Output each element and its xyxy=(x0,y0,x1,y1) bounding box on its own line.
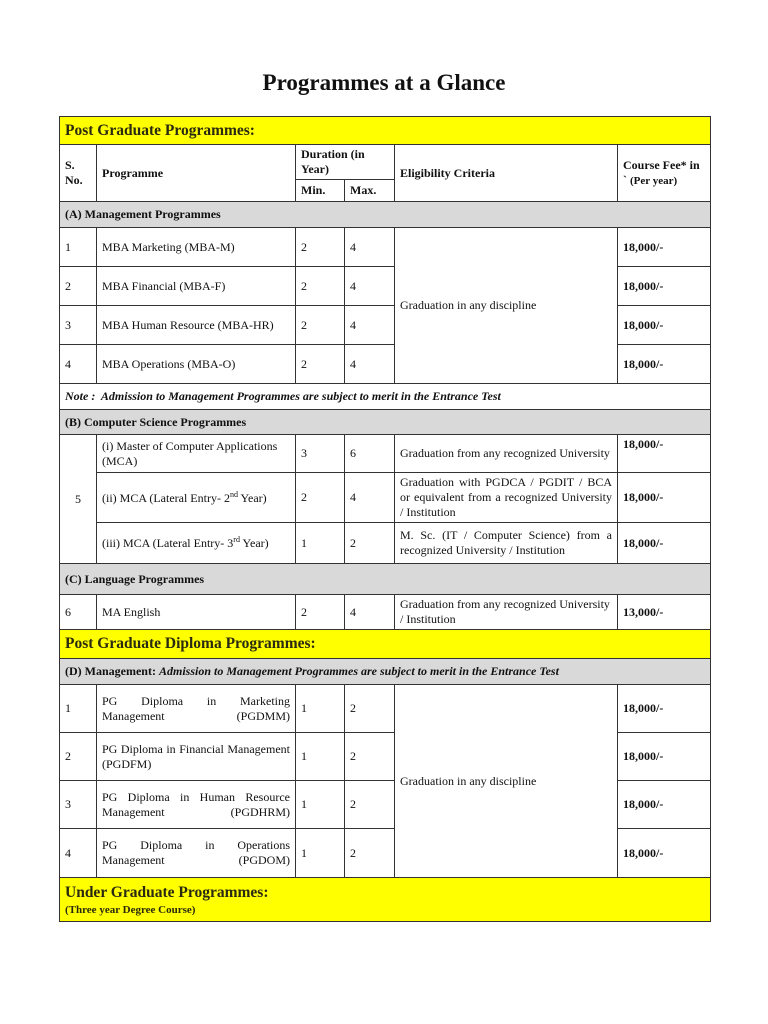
cell-eligibility: Graduation from any recognized University / Institution xyxy=(395,595,618,630)
cell-eligibility: Graduation with PGDCA / PGDIT / BCA or equivalent from a recognized University / Institution xyxy=(395,473,618,523)
cell-eligibility-pgd: Graduation in any discipline xyxy=(395,685,618,878)
cell-min: 2 xyxy=(296,345,345,384)
mgmt-heading: (A) Management Programmes xyxy=(60,202,711,228)
cell-min: 2 xyxy=(296,306,345,345)
pgd-mgmt-label: (D) Management: xyxy=(65,664,156,678)
mgmt-note-row xyxy=(60,384,711,410)
cell-min: 2 xyxy=(296,228,345,267)
header-eligibility: Eligibility Criteria xyxy=(395,145,618,202)
cell-programme: MBA Financial (MBA-F) xyxy=(97,267,296,306)
table-row xyxy=(60,595,711,630)
ug-subheading: (Three year Degree Course) xyxy=(65,903,196,916)
lang-group-header xyxy=(60,564,711,595)
cell-fee: 18,000/- xyxy=(618,473,711,523)
cell-min: 1 xyxy=(296,685,345,733)
header-fee xyxy=(618,145,711,202)
cell-max: 4 xyxy=(345,473,395,523)
cell-fee: 18,000/- xyxy=(618,733,711,781)
header-programme: Programme xyxy=(97,145,296,202)
cell-sno: 6 xyxy=(60,595,97,630)
cell-min: 1 xyxy=(296,523,345,564)
column-header-row xyxy=(60,145,711,180)
cell-fee: 18,000/- xyxy=(618,228,711,267)
cell-max: 4 xyxy=(345,267,395,306)
cell-eligibility-mgmt: Graduation in any discipline xyxy=(395,228,618,384)
lang-heading: (C) Language Programmes xyxy=(60,564,711,595)
pg-section-header xyxy=(60,117,711,145)
cell-programme: PG Diploma in Marketing Management (PGDMM) xyxy=(97,685,296,733)
header-max: Max. xyxy=(345,180,395,202)
pgd-mgmt-note: Admission to Management Programmes are subject to merit in the Entrance Test xyxy=(158,664,559,678)
cs-group-header xyxy=(60,410,711,435)
cell-fee: 18,000/- xyxy=(618,267,711,306)
mgmt-note xyxy=(60,384,711,410)
cell-programme: (iii) MCA (Lateral Entry- 3rd Year) xyxy=(97,523,296,564)
header-fee-per: (Per year) xyxy=(630,175,678,187)
cell-programme: MBA Operations (MBA-O) xyxy=(97,345,296,384)
cs-heading: (B) Computer Science Programmes xyxy=(60,410,711,435)
cell-programme: MBA Marketing (MBA-M) xyxy=(97,228,296,267)
table-row xyxy=(60,228,711,267)
cell-sno: 3 xyxy=(60,306,97,345)
cell-max: 2 xyxy=(345,829,395,878)
header-min: Min. xyxy=(296,180,345,202)
cell-fee: 18,000/- xyxy=(618,435,711,473)
cell-programme: (i) Master of Computer Applications (MCA) xyxy=(97,435,296,473)
cell-fee: 18,000/- xyxy=(618,829,711,878)
cell-programme: PG Diploma in Operations Management (PGDOM) xyxy=(97,829,296,878)
cell-fee: 13,000/- xyxy=(618,595,711,630)
cell-fee: 18,000/- xyxy=(618,306,711,345)
pgd-mgmt-header xyxy=(60,659,711,685)
cell-fee: 18,000/- xyxy=(618,685,711,733)
table-row xyxy=(60,473,711,523)
cell-min: 1 xyxy=(296,829,345,878)
cell-sno: 1 xyxy=(60,228,97,267)
note-text: Admission to Management Programmes are subject to merit in the Entrance Test xyxy=(100,389,501,403)
cell-programme: PG Diploma in Human Resource Management (PGDHRM) xyxy=(97,781,296,829)
cell-min: 2 xyxy=(296,473,345,523)
header-fee-label: Course Fee* in ` xyxy=(623,158,700,187)
mgmt-group-header xyxy=(60,202,711,228)
cell-sno: 4 xyxy=(60,345,97,384)
cell-sno: 3 xyxy=(60,781,97,829)
ug-section-header xyxy=(60,878,711,922)
cell-sno: 1 xyxy=(60,685,97,733)
cell-min: 3 xyxy=(296,435,345,473)
cell-max: 4 xyxy=(345,306,395,345)
cell-max: 4 xyxy=(345,228,395,267)
header-sno: S. No. xyxy=(60,145,97,202)
cell-max: 2 xyxy=(345,781,395,829)
cell-min: 2 xyxy=(296,595,345,630)
cell-sno: 4 xyxy=(60,829,97,878)
cell-eligibility: Graduation from any recognized University xyxy=(395,435,618,473)
cell-sno: 2 xyxy=(60,267,97,306)
cell-sno: 5 xyxy=(60,435,97,564)
cell-fee: 18,000/- xyxy=(618,523,711,564)
table-row xyxy=(60,685,711,733)
cell-programme: MA English xyxy=(97,595,296,630)
cell-min: 1 xyxy=(296,781,345,829)
cell-max: 2 xyxy=(345,523,395,564)
table-row xyxy=(60,523,711,564)
pgd-heading: Post Graduate Diploma Programmes: xyxy=(60,630,711,659)
ug-heading-text: Under Graduate Programmes: xyxy=(65,883,269,901)
pgd-section-header xyxy=(60,630,711,659)
cell-sno: 2 xyxy=(60,733,97,781)
cell-min: 2 xyxy=(296,267,345,306)
cell-max: 4 xyxy=(345,345,395,384)
cell-max: 4 xyxy=(345,595,395,630)
cell-programme: PG Diploma in Financial Management (PGDFM) xyxy=(97,733,296,781)
cell-eligibility: M. Sc. (IT / Computer Science) from a recognized University / Institution xyxy=(395,523,618,564)
cell-max: 2 xyxy=(345,733,395,781)
page-title: Programmes at a Glance xyxy=(262,70,506,95)
cell-max: 2 xyxy=(345,685,395,733)
pg-heading: Post Graduate Programmes: xyxy=(60,117,711,145)
cell-programme: MBA Human Resource (MBA-HR) xyxy=(97,306,296,345)
cell-fee: 18,000/- xyxy=(618,345,711,384)
pgd-mgmt xyxy=(60,659,711,685)
note-label: Note : xyxy=(65,389,96,403)
cell-programme: (ii) MCA (Lateral Entry- 2nd Year) xyxy=(97,473,296,523)
programmes-table xyxy=(59,116,711,922)
cell-fee: 18,000/- xyxy=(618,781,711,829)
cell-min: 1 xyxy=(296,733,345,781)
ug-heading xyxy=(60,878,711,922)
header-duration: Duration (in Year) xyxy=(296,145,395,180)
cell-max: 6 xyxy=(345,435,395,473)
table-row xyxy=(60,435,711,473)
